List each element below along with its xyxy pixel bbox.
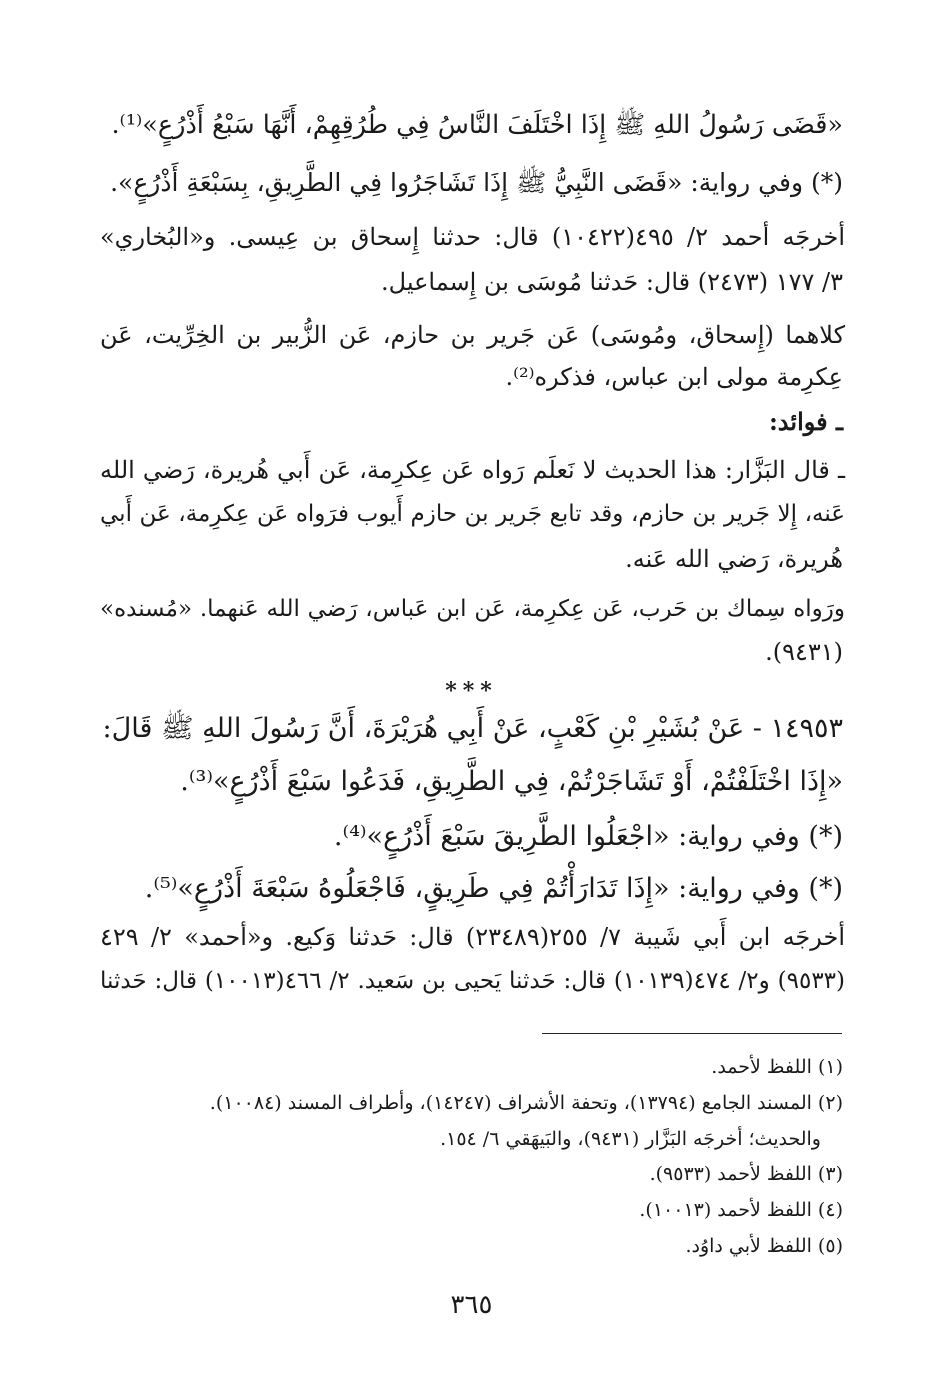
- benefit-line: ورَواه سِماك بن حَرب، عَن عِكرِمة، عَن ابن عَباس، رَضي الله عَنهما. «مُسنده»: [100, 596, 845, 622]
- hadith-variant-line: (*) وفي رواية: «إِذَا تَدَارَأْتُمْ فِي طَرِيقٍ، فَاجْعَلُوهُ سَبْعَةَ أَذْرُعٍ»⁽⁵⁾.: [144, 873, 843, 904]
- benefit-line: عَنه، إِلا جَرير بن حازم، وقد تابع جَرير بن حازم أَيوب فرَواه عَن عِكرِمة، عَن أَبي: [100, 501, 845, 527]
- benefit-line: هُريرة، رَضي الله عَنه.: [625, 545, 843, 573]
- footnote: (٤) اللفظ لأحمد (١٠٠١٣).: [639, 1199, 843, 1221]
- benefit-line: (٩٤٣١).: [765, 638, 843, 666]
- footnote-continuation: والحديث؛ أخرجَه البَزَّار (٩٤٣١)، والبَيهَقي ٦/ ١٥٤.: [440, 1128, 821, 1150]
- isnad-line: كلاهما (إِسحاق، ومُوسَى) عَن جَرير بن حازم، عَن الزُّبير بن الخِرِّيت، عَن: [100, 321, 845, 349]
- isnad-line: عِكرِمة مولى ابن عباس، فذكره⁽²⁾.: [505, 363, 843, 391]
- hadith-variant-line: (*) وفي رواية: «قَضَى النَّبِيُّ ﷺ إِذَا تَشَاجَرُوا فِي الطَّرِيقِ، بِسَبْعَةِ أَذْرُعٍ».: [110, 168, 843, 197]
- section-separator-stars: ***: [445, 678, 498, 704]
- footnote-divider: [542, 1033, 842, 1034]
- footnote: (١) اللفظ لأحمد.: [711, 1056, 843, 1078]
- takhrij-line: ٣/ ١٧٧ (٢٤٧٣) قال: حَدثنا مُوسَى بن إِسماعيل.: [381, 268, 843, 296]
- hadith-number-line: ١٤٩٥٣ - عَنْ بُشَيْرِ بْنِ كَعْبٍ، عَنْ أَبِي هُرَيْرَةَ، أَنَّ رَسُولَ اللهِ ﷺ قَالَ:: [102, 713, 843, 744]
- hadith-text-line: «إِذَا اخْتَلَفْتُمْ، أَوْ تَشَاجَرْتُمْ، فِي الطَّرِيقِ، فَدَعُوا سَبْعَ أَذْرُعٍ»⁽³⁾.: [180, 766, 843, 797]
- hadith-text-line: «قَضَى رَسُولُ اللهِ ﷺ إِذَا اخْتَلَفَ النَّاسُ فِي طُرُقِهِمْ، أَنَّهَا سَبْعُ أَذْرُعٍ»⁽¹⁾.: [111, 110, 843, 140]
- page-number: ٣٦٥: [450, 1290, 493, 1320]
- footnote: (٣) اللفظ لأحمد (٩٥٣٣).: [649, 1163, 843, 1185]
- takhrij-line: أخرجَه أحمد ٢/ ٤٩٥(١٠٤٢٢) قال: حدثنا إِسحاق بن عِيسى. و«البُخاري»: [100, 223, 846, 251]
- footnote: (٥) اللفظ لأبي داوُد.: [685, 1235, 843, 1257]
- footnote: (٢) المسند الجامع (١٣٧٩٤)، وتحفة الأشراف (١٤٢٤٧)، وأطراف المسند (١٠٠٨٤).: [209, 1092, 843, 1114]
- hadith-variant-line: (*) وفي رواية: «اجْعَلُوا الطَّرِيقَ سَبْعَ أَذْرُعٍ»⁽⁴⁾.: [333, 821, 843, 852]
- takhrij-line: أخرجَه ابن أَبي شَيبة ٧/ ٢٥٥(٢٣٤٨٩) قال: حَدثنا وَكيع. و«أحمد» ٢/ ٤٢٩: [100, 923, 846, 951]
- benefit-line: ـ قال البَزَّار: هذا الحديث لا نَعلَم رَواه عَن عِكرِمة، عَن أَبي هُريرة، رَضي الله: [100, 456, 845, 484]
- section-heading-benefits: ـ فوائد:: [768, 407, 843, 436]
- takhrij-line: (٩٥٣٣) و٢/ ٤٧٤(١٠١٣٩) قال: حَدثنا يَحيى بن سَعيد. ٢/ ٤٦٦(١٠٠١٣) قال: حَدثنا: [100, 968, 846, 994]
